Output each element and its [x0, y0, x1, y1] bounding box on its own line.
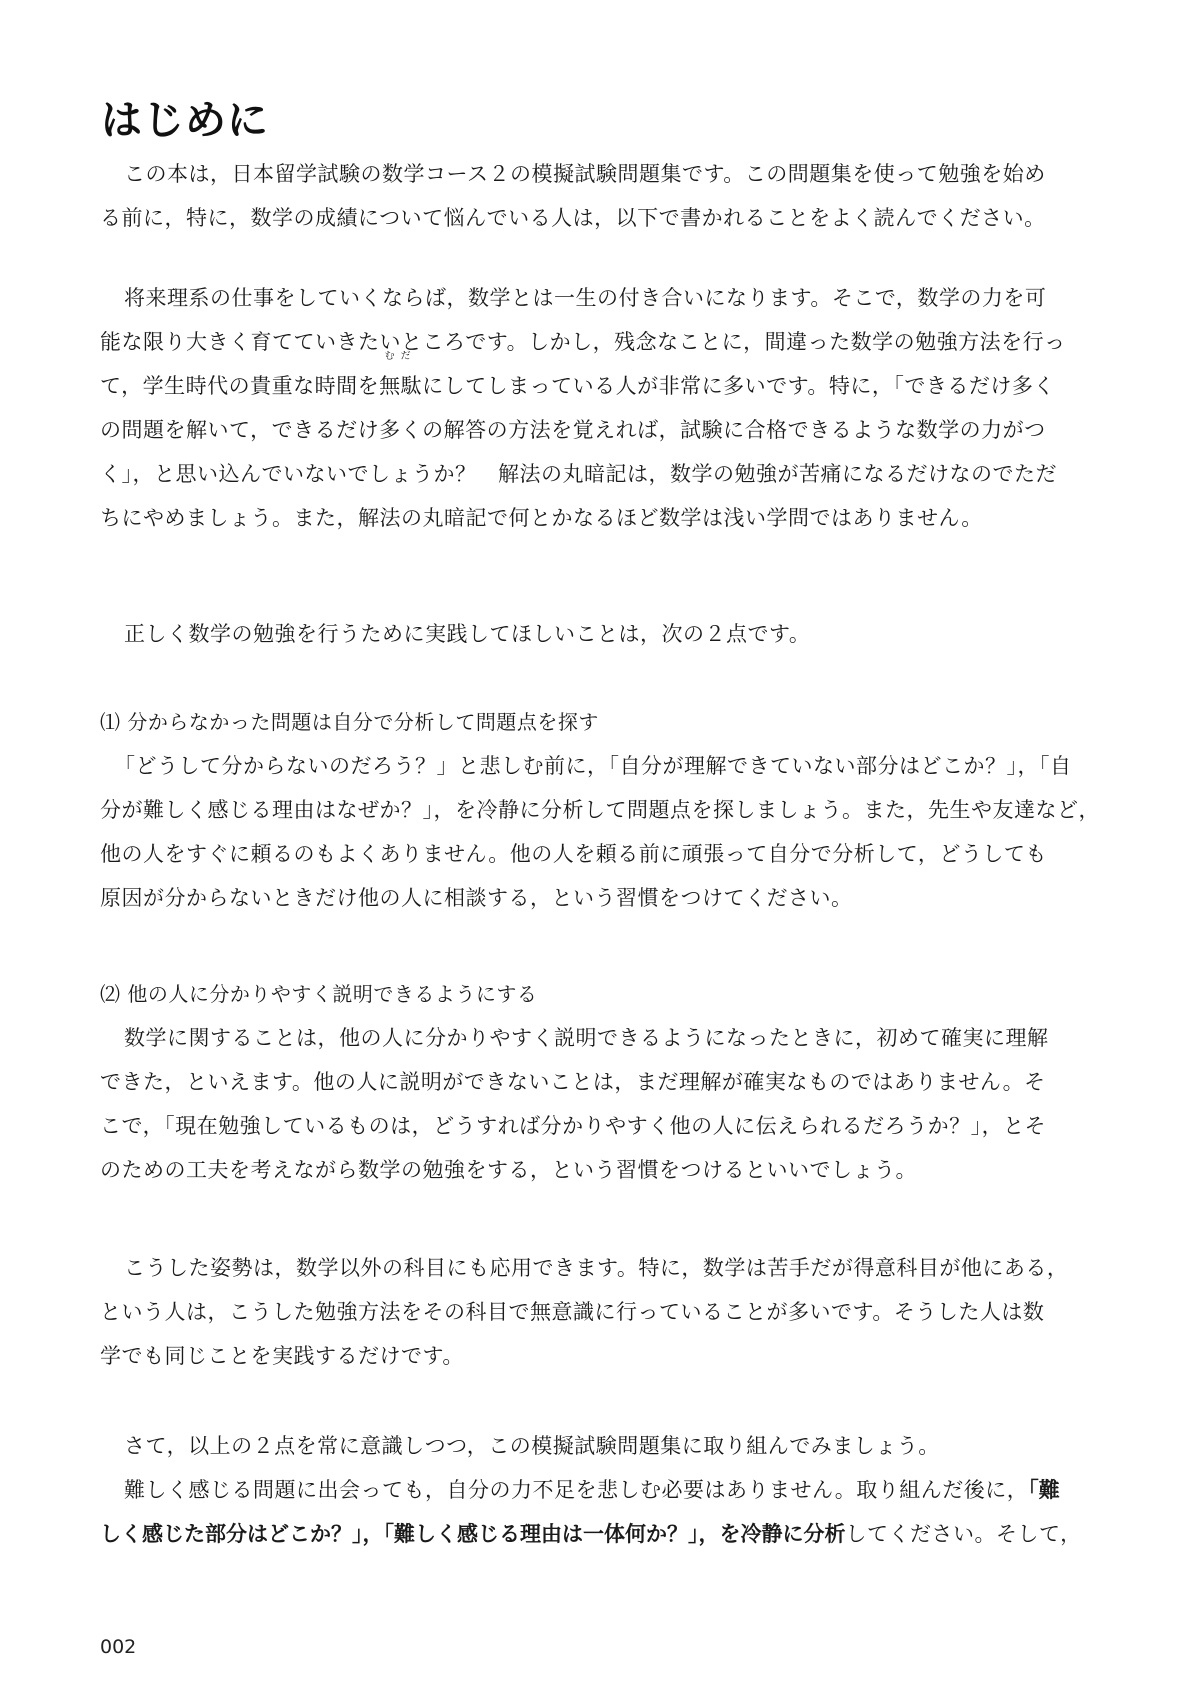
text-line — [100, 351, 1102, 408]
text-line: こうした姿勢は，数学以外の科目にも応用できます。特に，数学は苦手だが得意科目が他にある， — [124, 1256, 1069, 1280]
text-line: この本は，日本留学試験の数学コース２の模擬試験問題集です。この問題集を使って勉強を始め — [124, 162, 1046, 186]
text-segment: て，学生時代の貴重な時間を — [100, 374, 380, 398]
text-line: のための工夫を考えながら数学の勉強をする，という習慣をつけるといいでしょう。 — [100, 1158, 917, 1182]
text-line: さて，以上の２点を常に意識しつつ，この模擬試験問題集に取り組んでみましょう。 — [124, 1434, 940, 1458]
text-segment: 難しく感じる問題に出会っても，自分の力不足を悲しむ必要はありません。取り組んだ後に， — [124, 1478, 1029, 1502]
text-segment: にしてしまっている人が非常に多いです。特に，「できるだけ多く — [422, 374, 1055, 398]
intro-paragraph — [100, 152, 1102, 240]
point-2-section — [100, 972, 1102, 1192]
text-line: の問題を解いて，できるだけ多くの解答の方法を覚えれば，試験に合格できるような数学の力がつ — [100, 418, 1046, 442]
point-1-heading: ⑴ 分からなかった問題は自分で分析して問題点を探す — [100, 710, 599, 734]
text-line: 原因が分からないときだけ他の人に相談する，という習慣をつけてください。 — [100, 886, 853, 910]
paragraph-two-points — [100, 612, 1102, 656]
text-line: 能な限り大きく育てていきたいところです。しかし，残念なことに，間違った数学の勉強方法を行っ — [100, 330, 1066, 354]
paragraph-closing — [100, 1424, 1102, 1556]
text-line: 「どうして分からないのだろう？」と悲しむ前に，「自分が理解できていない部分はどこか？」，「自 — [114, 754, 1072, 778]
text-line: できた，といえます。他の人に説明ができないことは，まだ理解が確実なものではありません。そ — [100, 1070, 1046, 1094]
text-line: 将来理系の仕事をしていくならば，数学とは一生の付き合いになります。そこで，数学の力を可 — [124, 286, 1047, 310]
text-line: る前に，特に，数学の成績について悩んでいる人は，以下で書かれることをよく読んでください。 — [100, 206, 1046, 230]
text-line: 他の人をすぐに頼るのもよくありません。他の人を頼る前に頑張って自分で分析して，どうしても — [100, 842, 1047, 866]
ruby-word — [379, 351, 423, 408]
text-line — [100, 1512, 1102, 1556]
text-line: 数学に関することは，他の人に分かりやすく説明できるようになったときに，初めて確実に理解 — [124, 1026, 1049, 1050]
page-number: 002 — [100, 1636, 137, 1658]
text-line: こで，「現在勉強しているものは，どうすれば分かりやすく他の人に伝えられるだろうか？」，とそ — [100, 1114, 1047, 1138]
page-title: はじめに — [101, 96, 269, 144]
text-segment: してください。そして， — [845, 1522, 1082, 1546]
text-line: 正しく数学の勉強を行うために実践してほしいことは，次の２点です。 — [124, 622, 811, 646]
text-line: 分が難しく感じる理由はなぜか？」，を冷静に分析して問題点を探しましょう。また，先生や友達など， — [100, 798, 1100, 822]
paragraph-study-method — [100, 276, 1102, 540]
point-2-heading: ⑵ 他の人に分かりやすく説明できるようにする — [100, 982, 538, 1006]
text-line: く」，と思い込んでいないでしょうか？ 解法の丸暗記は，数学の勉強が苦痛になるだけなのでただ — [100, 462, 1057, 486]
point-1-section — [100, 700, 1102, 920]
ruby-base: 無駄 — [379, 374, 423, 398]
text-line: ちにやめましょう。また，解法の丸暗記で何とかなるほど数学は浅い学問ではありません。 — [100, 506, 983, 530]
paragraph-other-subjects — [100, 1246, 1102, 1378]
emphasis-text: 「難 — [1028, 1478, 1060, 1502]
text-line — [100, 1468, 1102, 1512]
text-line: 学でも同じことを実践するだけです。 — [100, 1344, 464, 1368]
text-line: という人は，こうした勉強方法をその科目で無意識に行っていることが多いです。そうした人は数 — [100, 1300, 1045, 1324]
emphasis-text: しく感じた部分はどこか？」，「難しく感じる理由は一体何か？」，を冷静に分析 — [100, 1522, 846, 1546]
ruby-reading: むだ — [384, 351, 417, 362]
